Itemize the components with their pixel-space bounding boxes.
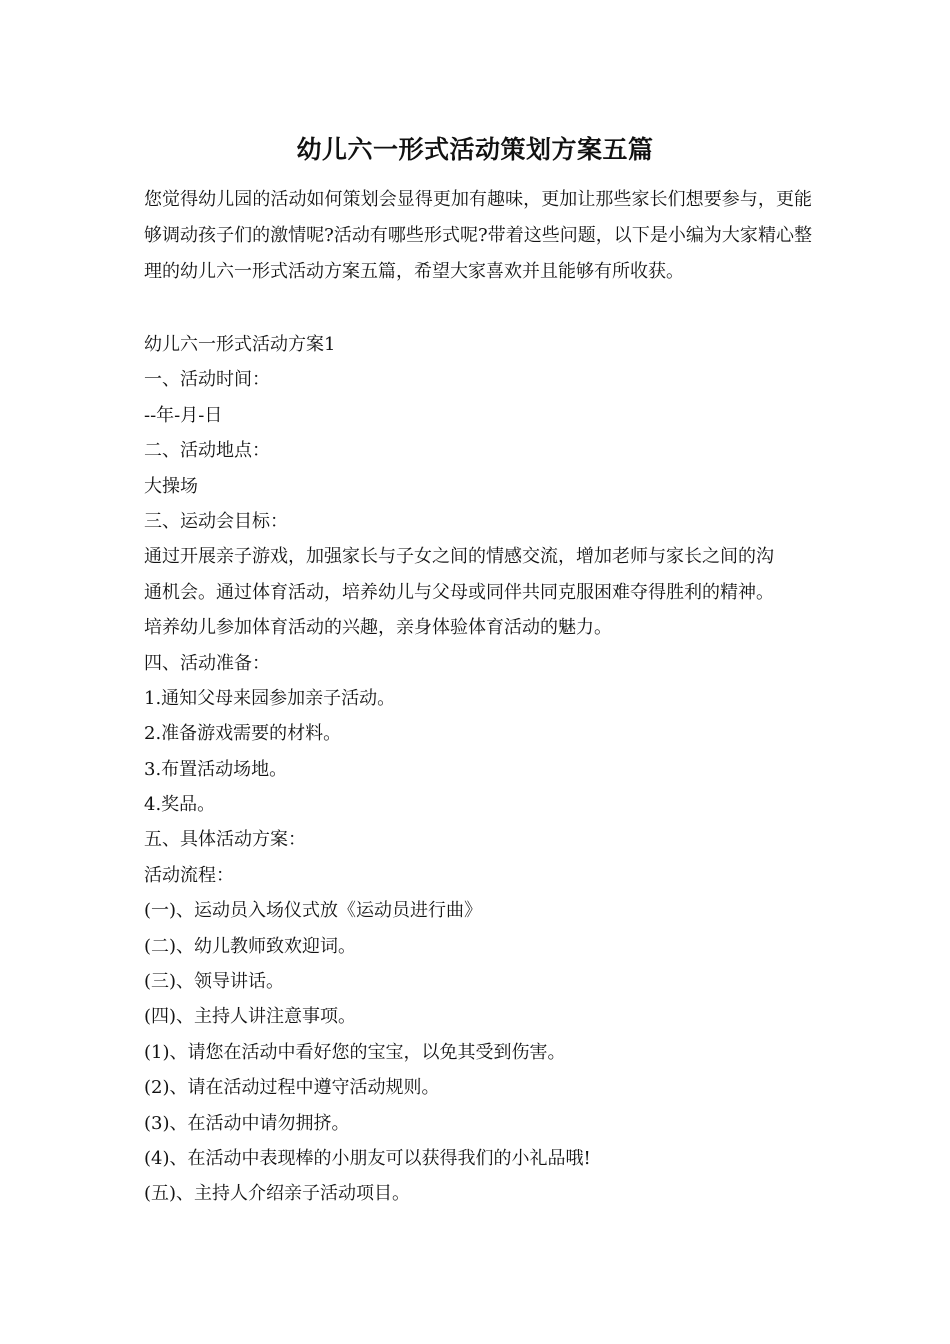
body-line: 二、活动地点：	[144, 440, 270, 462]
body-line: 大操场	[144, 475, 198, 497]
body-line: (一)、运动员入场仪式放《运动员进行曲》	[144, 900, 483, 922]
body-line: --年-月-日	[144, 404, 223, 426]
body-line: (1)、请您在活动中看好您的宝宝，以免其受到伤害。	[144, 1041, 566, 1063]
body-line: 活动流程：	[144, 864, 234, 886]
body-line: (4)、在活动中表现棒的小朋友可以获得我们的小礼品哦!	[144, 1147, 591, 1169]
body-line: 通过开展亲子游戏，加强家长与子女之间的情感交流，增加老师与家长之间的沟	[144, 546, 774, 568]
body-line: 通机会。通过体育活动，培养幼儿与父母或同伴共同克服困难夺得胜利的精神。	[144, 581, 774, 603]
document-body	[144, 327, 812, 1212]
body-line: (五)、主持人介绍亲子活动项目。	[144, 1183, 411, 1205]
body-line: 五、具体活动方案：	[144, 829, 306, 851]
body-line: (四)、主持人讲注意事项。	[144, 1006, 357, 1028]
body-line: 三、运动会目标：	[144, 510, 288, 532]
body-line: 四、活动准备：	[144, 652, 270, 674]
intro-paragraph: 您觉得幼儿园的活动如何策划会显得更加有趣味，更加让那些家长们想要参与，更能够调动孩子们的激情呢?活动有哪些形式呢?带着这些问题，以下是小编为大家精心整理的幼儿六一形式活动方案五篇，希望大家喜欢并且能够有所收获。	[144, 189, 812, 282]
body-line: 4.奖品。	[144, 794, 216, 816]
body-line: (二)、幼儿教师致欢迎词。	[144, 935, 357, 957]
section-heading: 幼儿六一形式活动方案1	[144, 334, 336, 355]
body-line: (3)、在活动中请勿拥挤。	[144, 1112, 350, 1134]
document-title: 幼儿六一形式活动策划方案五篇	[296, 135, 654, 164]
body-line: 3.布置活动场地。	[144, 758, 288, 780]
body-line: (2)、请在活动过程中遵守活动规则。	[144, 1077, 440, 1099]
body-line: 1.通知父母来园参加亲子活动。	[144, 687, 396, 709]
body-line: (三)、领导讲话。	[144, 971, 285, 993]
body-line: 2.准备游戏需要的材料。	[144, 723, 342, 745]
body-line: 培养幼儿参加体育活动的兴趣，亲身体验体育活动的魅力。	[144, 617, 612, 639]
body-line: 一、活动时间：	[144, 369, 270, 391]
